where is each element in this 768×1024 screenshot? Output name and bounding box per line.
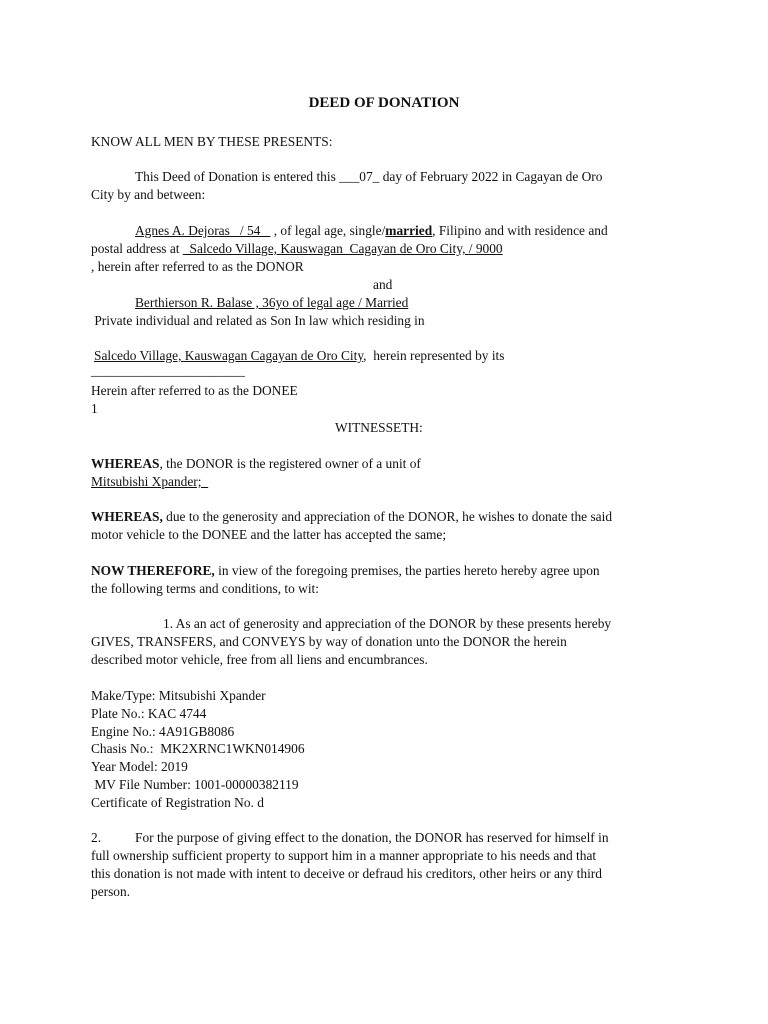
clause-1-line-3: described motor vehicle, free from all liens and encumbrances. (91, 652, 428, 667)
donor-line-1 (135, 222, 608, 240)
clause-2-line-4: person. (91, 884, 131, 899)
clause-1-line-2: GIVES, TRANSFERS, and CONVEYS by way of donation unto the DONOR the herein (91, 634, 567, 649)
vehicle-engine: Engine No.: 4A91GB8086 (91, 724, 235, 739)
page-number-1: 1 (91, 401, 98, 416)
donee-relation: Private individual and related as Son In law which residing in (91, 313, 425, 328)
vehicle-plate: Plate No.: KAC 4744 (91, 706, 207, 721)
donee-name: Berthierson R. Balase , 36yo of legal age / Married (135, 295, 409, 310)
clause-2-number: 2. (91, 830, 102, 845)
entered-day: ___07_ (339, 169, 380, 184)
whereas-2-text: due to the generosity and appreciation of the DONOR, he wishes to donate the said (162, 509, 613, 524)
entered-post: day of February 2022 in Cagayan de Oro (379, 169, 603, 184)
vehicle-chasis: Chasis No.: MK2XRNC1WKN014906 (91, 741, 305, 756)
witnesseth: WITNESSETH: (335, 420, 423, 435)
whereas-2-line-1 (91, 508, 612, 526)
donor-desc-pre: , of legal age, single/ (270, 223, 386, 238)
document-title: DEED OF DONATION (308, 95, 460, 111)
whereas-2-line-2: motor vehicle to the DONEE and the latter has accepted the same; (91, 527, 447, 542)
vehicle-cert: Certificate of Registration No. d (91, 795, 264, 810)
whereas-1-bold: WHEREAS (91, 456, 160, 471)
vehicle-mv-file: MV File Number: 1001-00000382119 (91, 777, 299, 792)
now-therefore-line-2: the following terms and conditions, to wit: (91, 581, 319, 596)
clause-2-line-3: this donation is not made with intent to deceive or defraud his creditors, other heirs or any third (91, 866, 602, 881)
whereas-1 (91, 455, 421, 473)
donor-referred: , herein after referred to as the DONOR (91, 259, 304, 274)
entered-pre: This Deed of Donation is entered this (135, 169, 340, 184)
vehicle-make: Make/Type: Mitsubishi Xpander (91, 688, 266, 703)
whereas-1-vehicle: Mitsubishi Xpander; (91, 474, 209, 489)
now-therefore-text: in view of the foregoing premises, the parties hereto hereby agree upon (214, 563, 600, 578)
donor-desc-post: , Filipino and with residence and (432, 223, 608, 238)
donor-addr-label: postal address at (91, 241, 183, 256)
whereas-2-bold: WHEREAS, (91, 509, 163, 524)
donee-address: Salcedo Village, Kauswagan Cagayan de Oro City (94, 348, 364, 363)
now-therefore-line-1 (91, 562, 600, 580)
clause-1-line-1: 1. As an act of generosity and appreciation of the DONOR by these presents hereby (163, 616, 612, 631)
clause-2-line-2: full ownership sufficient property to support him in a manner appropriate to his needs and that (91, 848, 597, 863)
donee-blank: _______________________ (91, 363, 245, 378)
clause-2-line-1: For the purpose of giving effect to the donation, the DONOR has reserved for himself in (135, 830, 609, 845)
entered-line-2: City by and between: (91, 187, 206, 202)
donee-represented: , herein represented by its (363, 348, 505, 363)
intro-line: KNOW ALL MEN BY THESE PRESENTS: (91, 134, 333, 149)
entered-line-1 (135, 168, 602, 186)
donor-married: married (385, 223, 433, 238)
donor-name: Agnes A. Dejoras / 54 (135, 223, 271, 238)
and-text: and (373, 277, 393, 292)
donor-address: Salcedo Village, Kauswagan Cagayan de Oro City, / 9000 (182, 241, 503, 256)
vehicle-year: Year Model: 2019 (91, 759, 188, 774)
whereas-1-text: , the DONOR is the registered owner of a unit of (159, 456, 421, 471)
donor-line-2 (91, 240, 503, 258)
now-therefore-bold: NOW THEREFORE, (91, 563, 215, 578)
donee-referred: Herein after referred to as the DONEE (91, 383, 298, 398)
